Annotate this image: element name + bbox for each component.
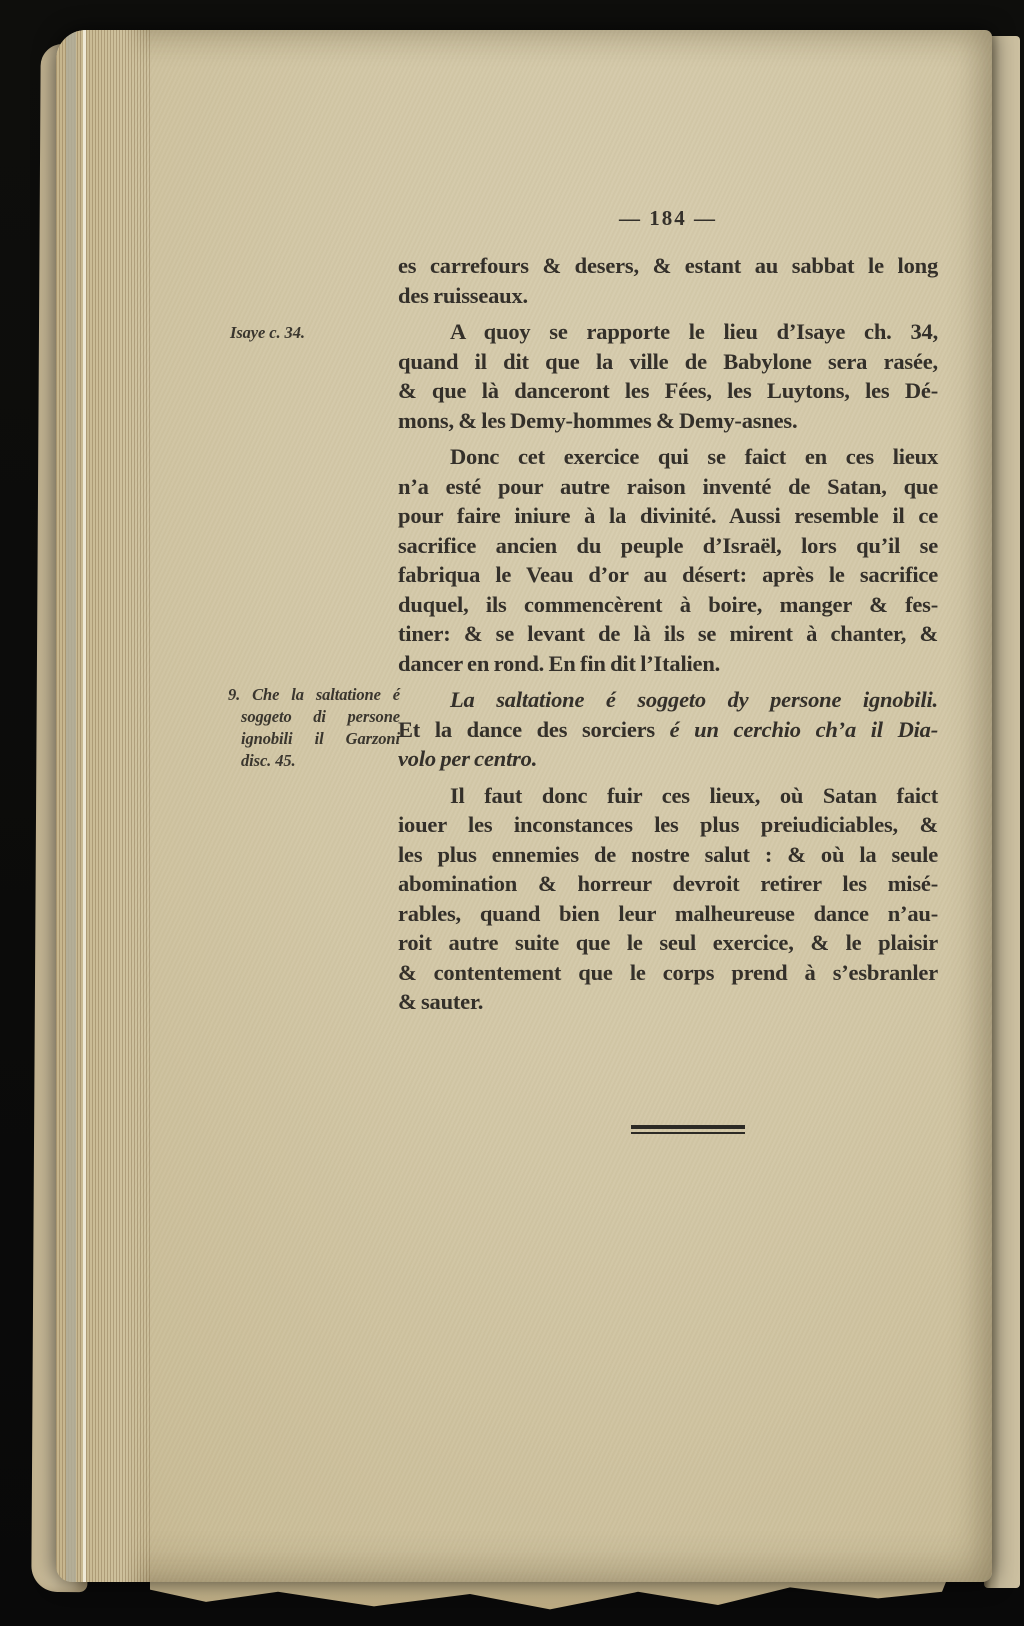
text-segment: rables, quand bien leur malheureuse dance n’au-: [398, 900, 938, 926]
text-line: [398, 531, 938, 561]
text-line: [398, 840, 938, 870]
margin-note-line: disc. 45.: [241, 751, 296, 770]
text-line: [398, 347, 938, 377]
text-line: [398, 685, 938, 715]
italic-text-segment: volo per centro.: [398, 746, 538, 771]
text-line: [398, 899, 938, 929]
text-segment: les plus ennemies de nostre salut : & où la seule: [398, 841, 938, 867]
text-line: [398, 590, 938, 620]
text-line: [398, 281, 938, 311]
text-line: [398, 958, 938, 988]
text-line: [398, 744, 938, 774]
text-line: [398, 928, 938, 958]
text-line: [398, 560, 938, 590]
text-segment: iouer les inconstances les plus preiudiciables, &: [398, 812, 938, 837]
text-line: [398, 472, 938, 502]
text-segment: dancer en rond. En fin dit l’Italien.: [398, 650, 721, 676]
text-segment: Il faut donc fuir ces lieux, où Satan faict: [450, 782, 938, 808]
text-segment: & sauter.: [398, 989, 484, 1014]
paragraph: [398, 781, 938, 1017]
body-text: [398, 251, 938, 1017]
text-segment: es carrefours & desers, & estant au sabbat le long: [398, 253, 938, 278]
text-line: [398, 810, 938, 840]
text-segment: roit autre suite que le seul exercice, & le plaisir: [398, 930, 938, 955]
margin-note-line: ignobili il Garzoni: [241, 729, 400, 748]
page-number: — 184 —: [619, 206, 717, 230]
paragraph: [398, 317, 938, 435]
page-content: [56, 30, 992, 1582]
text-line: [398, 406, 938, 436]
text-line: [398, 649, 938, 679]
text-segment: A quoy se rapporte le lieu d’Isaye ch. 34,: [450, 319, 938, 344]
margin-note-isaye: [230, 322, 330, 344]
text-line: [398, 501, 938, 531]
text-line: [398, 317, 938, 347]
text-segment: quand il dit que la ville de Babylone sera rasée,: [398, 348, 938, 374]
text-line: [398, 869, 938, 899]
margin-note-garzoni: [228, 684, 400, 772]
text-segment: abomination & horreur devroit retirer les misé-: [398, 871, 938, 896]
margin-note-line: Isaye c. 34.: [230, 323, 305, 342]
text-line: [398, 619, 938, 649]
margin-note-line: 9. Che la saltatione é: [228, 685, 400, 704]
text-segment: fabriqua le Veau d’or au désert: après le sacrifice: [398, 562, 938, 587]
text-line: [398, 715, 938, 745]
paragraph: [398, 685, 938, 774]
italic-text-segment: é un cerchio ch’a il Dia-: [669, 716, 939, 742]
text-segment: & que là danceront les Fées, les Luytons, les Dé-: [398, 378, 938, 403]
text-segment: Donc cet exercice qui se faict en ces lieux: [450, 444, 938, 469]
text-segment: tiner: & se levant de là ils se mirent à chanter, &: [398, 621, 938, 646]
text-segment: & contentement que le corps prend à s’esbranler: [398, 959, 938, 985]
text-line: [398, 781, 938, 811]
text-segment: mons, & les Demy-hommes & Demy-asnes.: [398, 407, 798, 433]
text-line: [398, 376, 938, 406]
text-segment: Et la dance des sorciers: [398, 716, 670, 742]
text-segment: duquel, ils commencèrent à boire, manger & fes-: [398, 591, 938, 617]
text-line: [398, 442, 938, 472]
text-segment: n’a esté pour autre raison inventé de Satan, que: [398, 473, 938, 499]
text-line: [398, 251, 938, 281]
paragraph: [398, 442, 938, 678]
section-divider-rule: [631, 1125, 745, 1134]
text-segment: sacrifice ancien du peuple d’Israël, lors qu’il se: [398, 532, 938, 558]
italic-text-segment: La saltatione é soggeto dy persone ignobili.: [450, 687, 938, 712]
paragraph: [398, 251, 938, 310]
book-page: [56, 30, 992, 1582]
margin-note-line: soggeto di persone: [241, 707, 400, 726]
text-segment: pour faire iniure à la divinité. Aussi resemble il ce: [398, 503, 938, 528]
text-segment: des ruisseaux.: [398, 282, 528, 308]
text-line: [398, 987, 938, 1017]
